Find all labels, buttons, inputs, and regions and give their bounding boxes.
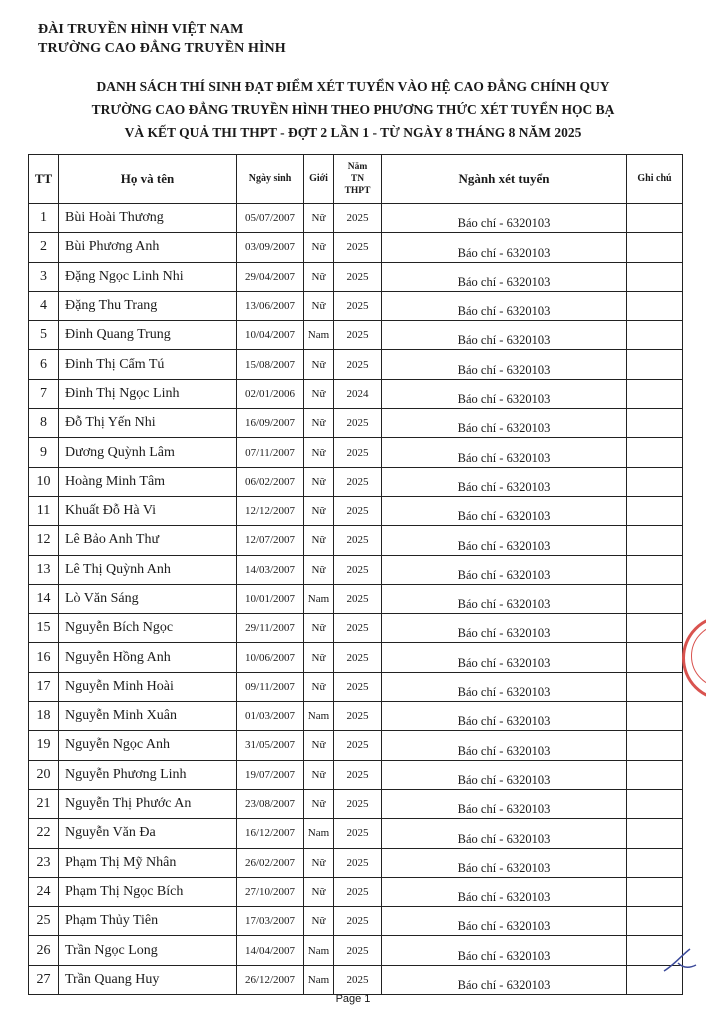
major: Báo chí - 6320103 <box>382 350 627 379</box>
candidate-name: Nguyễn Văn Đa <box>59 819 237 848</box>
table-row <box>29 731 683 760</box>
birth-date: 15/08/2007 <box>237 350 304 379</box>
stamp-inner-ring <box>691 624 706 688</box>
candidate-name: Đinh Thị Cẩm Tú <box>59 350 237 379</box>
major: Báo chí - 6320103 <box>382 262 627 291</box>
candidate-name: Trần Quang Huy <box>59 965 237 994</box>
major: Báo chí - 6320103 <box>382 702 627 731</box>
table-row <box>29 526 683 555</box>
gender: Nữ <box>304 350 334 379</box>
gender: Nữ <box>304 760 334 789</box>
table-row <box>29 877 683 906</box>
note <box>627 467 683 496</box>
gender: Nữ <box>304 848 334 877</box>
col-header-major: Ngành xét tuyển <box>382 155 627 204</box>
table-row <box>29 907 683 936</box>
major: Báo chí - 6320103 <box>382 965 627 994</box>
note <box>627 409 683 438</box>
gender: Nữ <box>304 731 334 760</box>
gender: Nữ <box>304 379 334 408</box>
note <box>627 848 683 877</box>
candidate-name: Lò Văn Sáng <box>59 584 237 613</box>
birth-date: 29/04/2007 <box>237 262 304 291</box>
row-number: 14 <box>29 584 59 613</box>
candidate-name: Đinh Quang Trung <box>59 321 237 350</box>
row-number: 10 <box>29 467 59 496</box>
major: Báo chí - 6320103 <box>382 643 627 672</box>
gender: Nữ <box>304 438 334 467</box>
row-number: 25 <box>29 907 59 936</box>
candidate-name: Dương Quỳnh Lâm <box>59 438 237 467</box>
row-number: 21 <box>29 789 59 818</box>
row-number: 24 <box>29 877 59 906</box>
note <box>627 321 683 350</box>
row-number: 5 <box>29 321 59 350</box>
major: Báo chí - 6320103 <box>382 848 627 877</box>
birth-date: 17/03/2007 <box>237 907 304 936</box>
candidate-name: Bùi Phương Anh <box>59 233 237 262</box>
row-number: 3 <box>29 262 59 291</box>
row-number: 4 <box>29 291 59 320</box>
birth-date: 31/05/2007 <box>237 731 304 760</box>
graduation-year: 2025 <box>334 760 382 789</box>
table-row <box>29 789 683 818</box>
table-row <box>29 350 683 379</box>
gender: Nữ <box>304 204 334 233</box>
col-header-dob: Ngày sinh <box>237 155 304 204</box>
signature-mark <box>660 945 700 975</box>
birth-date: 01/03/2007 <box>237 702 304 731</box>
major: Báo chí - 6320103 <box>382 672 627 701</box>
note <box>627 526 683 555</box>
note <box>627 614 683 643</box>
major: Báo chí - 6320103 <box>382 526 627 555</box>
graduation-year: 2025 <box>334 291 382 320</box>
gender: Nữ <box>304 643 334 672</box>
row-number: 7 <box>29 379 59 408</box>
candidate-name: Đặng Ngọc Linh Nhi <box>59 262 237 291</box>
row-number: 16 <box>29 643 59 672</box>
row-number: 18 <box>29 702 59 731</box>
row-number: 17 <box>29 672 59 701</box>
major: Báo chí - 6320103 <box>382 789 627 818</box>
note <box>627 555 683 584</box>
birth-date: 02/01/2006 <box>237 379 304 408</box>
major: Báo chí - 6320103 <box>382 907 627 936</box>
candidate-name: Khuất Đỗ Hà Vi <box>59 496 237 525</box>
note <box>627 877 683 906</box>
table-row <box>29 438 683 467</box>
birth-date: 10/01/2007 <box>237 584 304 613</box>
gender: Nam <box>304 702 334 731</box>
major: Báo chí - 6320103 <box>382 496 627 525</box>
candidate-name: Nguyễn Thị Phước An <box>59 789 237 818</box>
note <box>627 760 683 789</box>
table-row <box>29 496 683 525</box>
graduation-year: 2025 <box>334 936 382 965</box>
gender: Nữ <box>304 291 334 320</box>
graduation-year: 2025 <box>334 848 382 877</box>
birth-date: 26/12/2007 <box>237 965 304 994</box>
table-row <box>29 672 683 701</box>
candidate-name: Nguyễn Ngọc Anh <box>59 731 237 760</box>
birth-date: 10/06/2007 <box>237 643 304 672</box>
gender: Nữ <box>304 907 334 936</box>
row-number: 15 <box>29 614 59 643</box>
candidate-name: Phạm Thủy Tiên <box>59 907 237 936</box>
row-number: 6 <box>29 350 59 379</box>
major: Báo chí - 6320103 <box>382 936 627 965</box>
major: Báo chí - 6320103 <box>382 409 627 438</box>
row-number: 26 <box>29 936 59 965</box>
table-row <box>29 936 683 965</box>
birth-date: 09/11/2007 <box>237 672 304 701</box>
gender: Nam <box>304 965 334 994</box>
candidate-name: Lê Thị Quỳnh Anh <box>59 555 237 584</box>
candidate-name: Đinh Thị Ngọc Linh <box>59 379 237 408</box>
graduation-year: 2025 <box>334 350 382 379</box>
major: Báo chí - 6320103 <box>382 291 627 320</box>
gender: Nữ <box>304 877 334 906</box>
note <box>627 379 683 408</box>
candidate-name: Nguyễn Minh Hoài <box>59 672 237 701</box>
birth-date: 16/12/2007 <box>237 819 304 848</box>
table-row <box>29 760 683 789</box>
candidate-name: Nguyễn Minh Xuân <box>59 702 237 731</box>
note <box>627 672 683 701</box>
col-header-gender: Giới <box>304 155 334 204</box>
major: Báo chí - 6320103 <box>382 467 627 496</box>
grad-year-line-3: THPT <box>344 186 371 196</box>
birth-date: 12/07/2007 <box>237 526 304 555</box>
graduation-year: 2025 <box>334 877 382 906</box>
row-number: 8 <box>29 409 59 438</box>
graduation-year: 2025 <box>334 965 382 994</box>
table-row <box>29 467 683 496</box>
graduation-year: 2025 <box>334 204 382 233</box>
birth-date: 03/09/2007 <box>237 233 304 262</box>
row-number: 19 <box>29 731 59 760</box>
candidate-table <box>28 154 683 995</box>
stamp-seal <box>682 615 706 701</box>
birth-date: 23/08/2007 <box>237 789 304 818</box>
major: Báo chí - 6320103 <box>382 379 627 408</box>
candidate-name: Lê Bảo Anh Thư <box>59 526 237 555</box>
row-number: 11 <box>29 496 59 525</box>
gender: Nam <box>304 819 334 848</box>
gender: Nữ <box>304 789 334 818</box>
candidate-name: Nguyễn Hồng Anh <box>59 643 237 672</box>
birth-date: 07/11/2007 <box>237 438 304 467</box>
birth-date: 14/04/2007 <box>237 936 304 965</box>
row-number: 13 <box>29 555 59 584</box>
major: Báo chí - 6320103 <box>382 555 627 584</box>
birth-date: 05/07/2007 <box>237 204 304 233</box>
gender: Nữ <box>304 555 334 584</box>
candidate-name: Đặng Thu Trang <box>59 291 237 320</box>
graduation-year: 2025 <box>334 262 382 291</box>
table-row <box>29 409 683 438</box>
table-row <box>29 291 683 320</box>
table-row <box>29 614 683 643</box>
candidate-name: Đỗ Thị Yến Nhi <box>59 409 237 438</box>
table-row <box>29 204 683 233</box>
row-number: 9 <box>29 438 59 467</box>
graduation-year: 2025 <box>334 614 382 643</box>
note <box>627 643 683 672</box>
grad-year-line-2: TN <box>350 174 365 184</box>
candidate-name: Nguyễn Phương Linh <box>59 760 237 789</box>
major: Báo chí - 6320103 <box>382 760 627 789</box>
row-number: 23 <box>29 848 59 877</box>
note <box>627 496 683 525</box>
birth-date: 16/09/2007 <box>237 409 304 438</box>
doc-title-line-2: TRƯỜNG CAO ĐẲNG TRUYỀN HÌNH THEO PHƯƠNG THỨC XÉT TUYỂN HỌC BẠ <box>91 102 615 117</box>
gender: Nữ <box>304 496 334 525</box>
major: Báo chí - 6320103 <box>382 614 627 643</box>
major: Báo chí - 6320103 <box>382 819 627 848</box>
page-number: Page 1 <box>335 993 371 1005</box>
gender: Nữ <box>304 672 334 701</box>
graduation-year: 2025 <box>334 819 382 848</box>
row-number: 27 <box>29 965 59 994</box>
candidate-name: Nguyễn Bích Ngọc <box>59 614 237 643</box>
birth-date: 29/11/2007 <box>237 614 304 643</box>
major: Báo chí - 6320103 <box>382 877 627 906</box>
org-line-1: ĐÀI TRUYỀN HÌNH VIỆT NAM <box>38 22 244 37</box>
graduation-year: 2025 <box>334 907 382 936</box>
graduation-year: 2025 <box>334 438 382 467</box>
gender: Nữ <box>304 467 334 496</box>
gender: Nữ <box>304 614 334 643</box>
gender: Nữ <box>304 262 334 291</box>
candidate-name: Bùi Hoài Thương <box>59 204 237 233</box>
note <box>627 204 683 233</box>
note <box>627 584 683 613</box>
table-row <box>29 848 683 877</box>
gender: Nam <box>304 584 334 613</box>
major: Báo chí - 6320103 <box>382 584 627 613</box>
note <box>627 789 683 818</box>
graduation-year: 2025 <box>334 702 382 731</box>
doc-title-line-3: VÀ KẾT QUẢ THI THPT - ĐỢT 2 LẦN 1 - TỪ NGÀY 8 THÁNG 8 NĂM 2025 <box>124 125 582 140</box>
table-row <box>29 321 683 350</box>
note <box>627 907 683 936</box>
graduation-year: 2025 <box>334 584 382 613</box>
candidate-name: Trần Ngọc Long <box>59 936 237 965</box>
row-number: 12 <box>29 526 59 555</box>
table-row <box>29 965 683 994</box>
grad-year-line-1: Năm <box>347 162 368 172</box>
table-row <box>29 702 683 731</box>
note <box>627 438 683 467</box>
birth-date: 26/02/2007 <box>237 848 304 877</box>
table-row <box>29 584 683 613</box>
note <box>627 350 683 379</box>
major: Báo chí - 6320103 <box>382 438 627 467</box>
col-header-name: Họ và tên <box>59 155 237 204</box>
major: Báo chí - 6320103 <box>382 204 627 233</box>
graduation-year: 2025 <box>334 496 382 525</box>
gender: Nam <box>304 321 334 350</box>
note <box>627 702 683 731</box>
graduation-year: 2025 <box>334 672 382 701</box>
table-row <box>29 379 683 408</box>
col-header-tt: TT <box>29 155 59 204</box>
graduation-year: 2025 <box>334 409 382 438</box>
note <box>627 291 683 320</box>
table-row <box>29 643 683 672</box>
table-row <box>29 819 683 848</box>
gender: Nữ <box>304 409 334 438</box>
doc-title-line-1: DANH SÁCH THÍ SINH ĐẠT ĐIỂM XÉT TUYỂN VÀO HỆ CAO ĐẲNG CHÍNH QUY <box>96 79 610 94</box>
birth-date: 06/02/2007 <box>237 467 304 496</box>
candidate-name: Phạm Thị Mỹ Nhân <box>59 848 237 877</box>
birth-date: 19/07/2007 <box>237 760 304 789</box>
major: Báo chí - 6320103 <box>382 731 627 760</box>
birth-date: 12/12/2007 <box>237 496 304 525</box>
row-number: 22 <box>29 819 59 848</box>
table-row <box>29 262 683 291</box>
row-number: 20 <box>29 760 59 789</box>
graduation-year: 2025 <box>334 321 382 350</box>
birth-date: 14/03/2007 <box>237 555 304 584</box>
graduation-year: 2025 <box>334 643 382 672</box>
gender: Nam <box>304 936 334 965</box>
note <box>627 731 683 760</box>
note <box>627 262 683 291</box>
table-row <box>29 555 683 584</box>
note <box>627 233 683 262</box>
birth-date: 10/04/2007 <box>237 321 304 350</box>
table-row <box>29 233 683 262</box>
graduation-year: 2025 <box>334 526 382 555</box>
graduation-year: 2025 <box>334 467 382 496</box>
gender: Nữ <box>304 233 334 262</box>
candidate-name: Hoàng Minh Tâm <box>59 467 237 496</box>
birth-date: 27/10/2007 <box>237 877 304 906</box>
org-line-2: TRƯỜNG CAO ĐẲNG TRUYỀN HÌNH <box>38 41 286 56</box>
graduation-year: 2025 <box>334 731 382 760</box>
graduation-year: 2025 <box>334 233 382 262</box>
candidate-name: Phạm Thị Ngọc Bích <box>59 877 237 906</box>
table-header-row <box>29 155 683 204</box>
row-number: 1 <box>29 204 59 233</box>
note <box>627 819 683 848</box>
major: Báo chí - 6320103 <box>382 321 627 350</box>
graduation-year: 2025 <box>334 789 382 818</box>
birth-date: 13/06/2007 <box>237 291 304 320</box>
graduation-year: 2024 <box>334 379 382 408</box>
row-number: 2 <box>29 233 59 262</box>
graduation-year: 2025 <box>334 555 382 584</box>
gender: Nữ <box>304 526 334 555</box>
major: Báo chí - 6320103 <box>382 233 627 262</box>
col-header-grad-year <box>334 155 382 204</box>
col-header-note: Ghi chú <box>627 155 683 204</box>
